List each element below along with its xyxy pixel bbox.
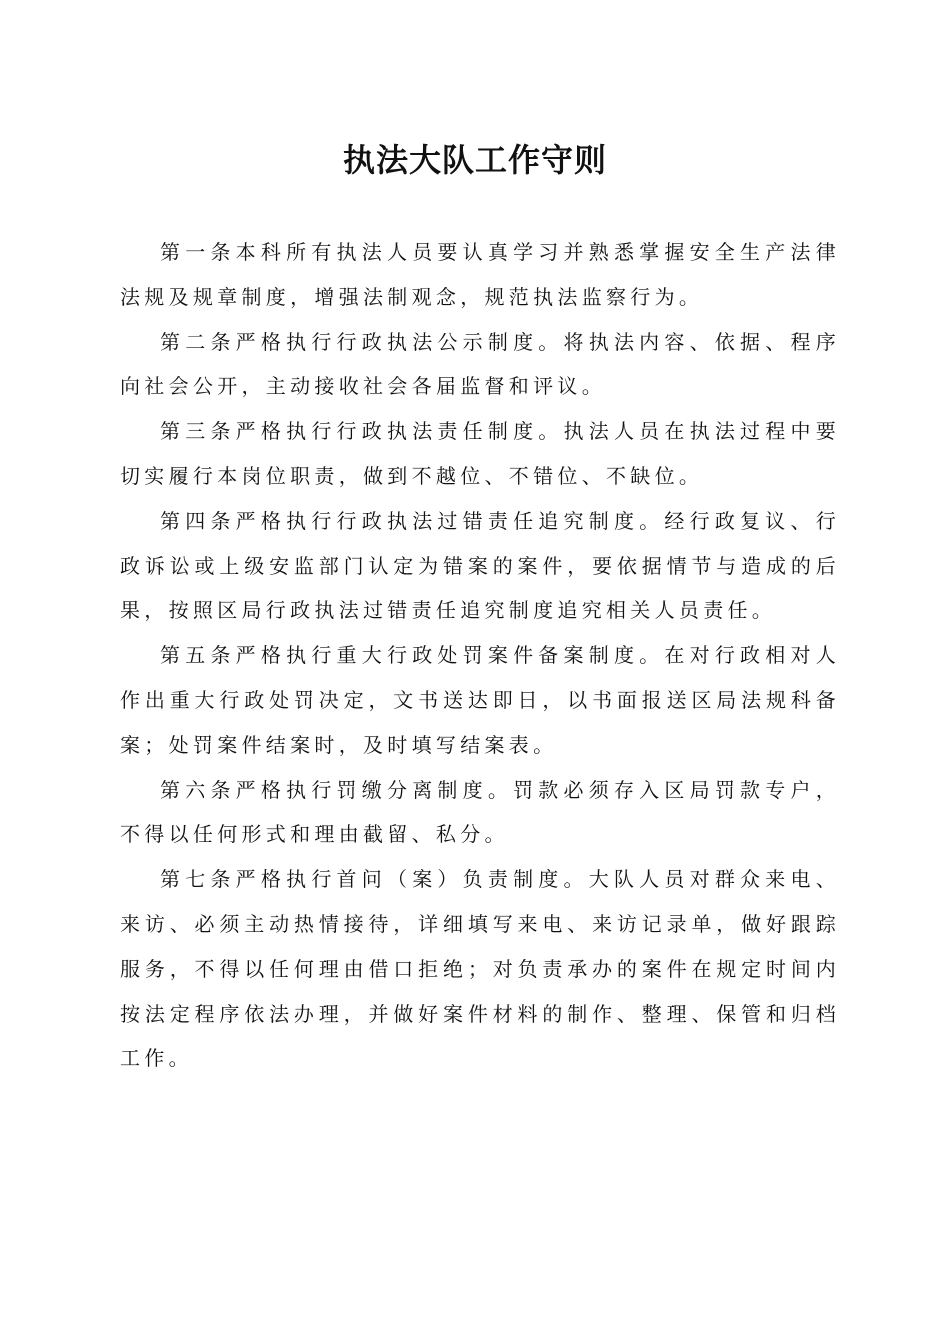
article-5-paragraph: 第五条严格执行重大行政处罚案件备案制度。在对行政相对人作出重大行政处罚决定，文书送达即日，以书面报送区局法规科备案；处罚案件结案时，及时填写结案表。 — [120, 643, 840, 757]
article-4-paragraph: 第四条严格执行行政执法过错责任追究制度。经行政复议、行政诉讼或上级安监部门认定为错案的案件，要依据情节与造成的后果，按照区局行政执法过错责任追究制度追究相关人员责任。 — [120, 508, 840, 623]
document-body — [120, 230, 840, 1081]
article-6-paragraph: 第六条严格执行罚缴分离制度。罚款必须存入区局罚款专户，不得以任何形式和理由截留、私分。 — [120, 777, 840, 847]
article-7-paragraph: 第七条严格执行首问（案）负责制度。大队人员对群众来电、来访、必须主动热情接待，详细填写来电、来访记录单，做好跟踪服务，不得以任何理由借口拒绝；对负责承办的案件在规定时间内按法定程序依法办理，并做好案件材料的制作、整理、保管和归档工作。 — [120, 867, 840, 1071]
article-1-paragraph: 第一条本科所有执法人员要认真学习并熟悉掌握安全生产法律法规及规章制度，增强法制观念，规范执法监察行为。 — [120, 240, 840, 309]
document-title: 执法大队工作守则 — [342, 141, 607, 179]
article-2-paragraph: 第二条严格执行行政执法公示制度。将执法内容、依据、程序向社会公开，主动接收社会各届监督和评议。 — [120, 329, 840, 399]
article-3-paragraph: 第三条严格执行行政执法责任制度。执法人员在执法过程中要切实履行本岗位职责，做到不越位、不错位、不缺位。 — [120, 419, 840, 488]
